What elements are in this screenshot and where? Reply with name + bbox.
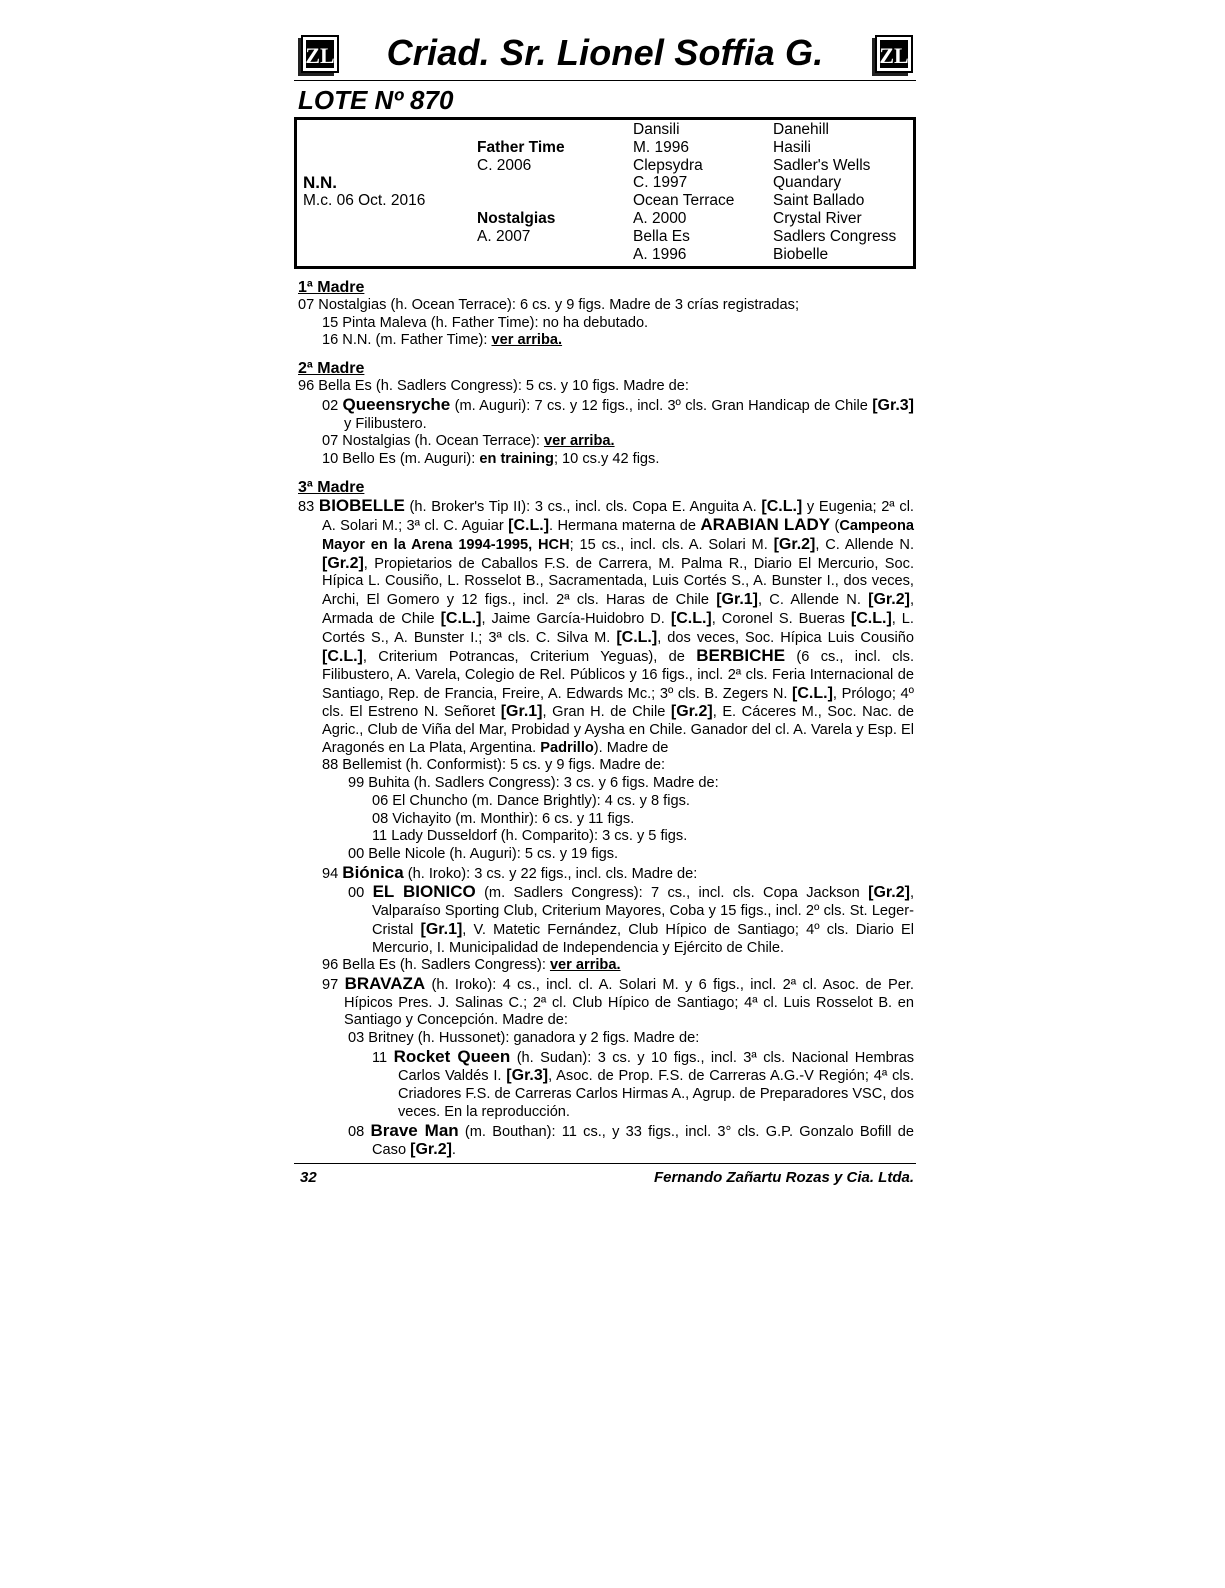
madre2-line: 10 Bello Es (m. Auguri): en training; 10 cs.y 42 figs. bbox=[322, 450, 660, 467]
great-grandparent: Danehill bbox=[773, 121, 830, 138]
grade-badge: [Gr.3] bbox=[872, 396, 914, 414]
madre3-line: 11 Lady Dusseldorf (h. Comparito): 3 cs. y 5 figs. bbox=[372, 828, 688, 845]
page-title: Criad. Sr. Lionel Soffia G. bbox=[386, 32, 824, 73]
pedigree-horse-column bbox=[303, 121, 425, 210]
grandparent-info: A. 2000 bbox=[633, 209, 687, 227]
dam-info: A. 2007 bbox=[477, 227, 531, 245]
madre1-line: 15 Pinta Maleva (h. Father Time): no ha debutado. bbox=[322, 314, 649, 331]
ver-arriba-link[interactable]: ver arriba. bbox=[491, 332, 563, 349]
page-number: 32 bbox=[300, 1169, 317, 1186]
horse-name: N.N. bbox=[303, 173, 337, 193]
horse-name-bold: Queensryche bbox=[342, 394, 451, 414]
section-title-madre1: 1ª Madre bbox=[298, 279, 365, 296]
zl-logo-icon bbox=[296, 34, 340, 78]
madre2-line: 07 Nostalgias (h. Ocean Terrace): ver arriba. bbox=[322, 433, 615, 450]
grandparent-name: Ocean Terrace bbox=[633, 192, 735, 210]
pedigree-table bbox=[294, 117, 916, 269]
madre3-line: 96 Bella Es (h. Sadlers Congress): ver arriba. bbox=[322, 957, 621, 974]
section-title-madre2: 2ª Madre bbox=[298, 360, 365, 378]
page-footer bbox=[294, 1163, 916, 1188]
pedigree-grandparents-column bbox=[633, 121, 734, 263]
madre3-line: 88 Bellemist (h. Conformist): 5 cs. y 9 figs. Madre de: bbox=[322, 757, 666, 774]
ver-arriba-link[interactable]: ver arriba. bbox=[549, 957, 621, 974]
sire-info: C. 2006 bbox=[477, 156, 532, 174]
horse-info: M.c. 06 Oct. 2016 bbox=[303, 192, 426, 210]
catalog-page bbox=[294, 30, 916, 1160]
grandparent-name: Dansili bbox=[633, 121, 680, 138]
sire-name: Father Time bbox=[477, 138, 565, 156]
madre3-line: 99 Buhita (h. Sadlers Congress): 3 cs. y 6 figs. Madre de: bbox=[348, 775, 719, 792]
great-grandparent: Quandary bbox=[773, 174, 842, 192]
madre2-line: 02 Queensryche (m. Auguri): 7 cs. y 12 figs., incl. 3º cls. Gran Handicap de Chile [Gr.3] y Filibustero. bbox=[322, 394, 914, 432]
great-grandparent: Crystal River bbox=[773, 209, 862, 227]
pedigree-great-grandparents-column bbox=[773, 121, 896, 263]
madre3-paragraph: 83 BIOBELLE (h. Broker's Tip II): 3 cs., incl. cls. Copa E. Anguita A. [C.L.] y Eugenia; 2ª cl. A. Solari M.; 3ª cl. C. Aguiar [C.L.]. Hermana materna de ARABIAN LADY (Campeona Mayor en la Arena 1994-1995, HCH; 15 cs., incl. cls. A. Solari M. [Gr.2], C. Allende N. [Gr.2], Propietarios de Caballos F.S. de Carrera, M. Palma R., Diario El Mercurio, Soc. Hípica L. Cousiño, L. Rosselot B., Sacramentada, Luis Cortés S., A. Bunster I., dos veces, Archi, El Gomero y 12 figs., incl. 2ª cls. Haras de Chile [Gr.1], C. Allende N. [Gr.2], Armada de Chile [C.L.], Jaime García-Huidobro D. [C.L.], Coronel S. Bueras [C.L.], L. Cortés S., A. Bunster I.; 3ª cls. C. Silva M. [C.L.], dos veces, Soc. Hípica Luis Cousiño [C.L.], Criterium Potrancas, Criterium Yeguas), de BERBICHE (6 cs., incl. cls. Filibustero, A. Varela, Colegio de Rel. Públicos y 16 figs., incl. 2ª cls. Feria Internacional de Santiago, Rep. de Francia, Freire, A. Edwards Mc.; 3º cls. B. Zegers N. [C.L.], Prólogo; 4º cls. El Estreno N. Señoret [Gr.1], Gran H. de Chile [Gr.2], E. Cáceres M., Soc. Nac. de Agric., Club de Viña del Mar, Probidad y Aysha en Chile. Ganador del cl. A. Varela y Esp. El Aragonés en La Plata, Argentina. Padrillo). Madre de bbox=[298, 495, 915, 756]
section-title-madre3: 3ª Madre bbox=[298, 478, 365, 496]
madre3-line: 97 BRAVAZA (h. Iroko): 4 cs., incl. cl. A. Solari M. y 6 figs., incl. 2ª cl. Asoc. de Per. Hípicos Pres. J. Salinas C.; 2ª cl. Club Hípico de Santiago; 4ª cl. Luis Rosselot B. en Santiago y Concepción. Madre de: bbox=[322, 973, 914, 1029]
ver-arriba-link[interactable]: ver arriba. bbox=[543, 433, 615, 450]
grandparent-name: Clepsydra bbox=[633, 156, 703, 174]
lot-number: LOTE Nº 870 bbox=[298, 85, 454, 115]
great-grandparent: Hasili bbox=[773, 138, 811, 156]
grandparent-info: A. 1996 bbox=[633, 245, 687, 263]
dam-name: Nostalgias bbox=[477, 209, 556, 227]
madre3-line: 03 Britney (h. Hussonet): ganadora y 2 figs. Madre de: bbox=[348, 1030, 700, 1047]
svg-text:ZL: ZL bbox=[305, 43, 335, 68]
great-grandparent: Sadler's Wells bbox=[773, 156, 871, 174]
madre3-line: 94 Biónica (h. Iroko): 3 cs. y 22 figs., incl. cls. Madre de: bbox=[322, 862, 698, 882]
madre1-line: 07 Nostalgias (h. Ocean Terrace): 6 cs. y 9 figs. Madre de 3 crías registradas; bbox=[298, 297, 800, 313]
grandparent-info: C. 1997 bbox=[633, 174, 688, 192]
madre3-line: 06 El Chuncho (m. Dance Brightly): 4 cs. y 8 figs. bbox=[372, 792, 690, 809]
madre2-line: 96 Bella Es (h. Sadlers Congress): 5 cs. y 10 figs. Madre de: bbox=[298, 378, 689, 395]
madre3-line: 08 Brave Man (m. Bouthan): 11 cs., y 33 figs., incl. 3° cls. G.P. Gonzalo Bofill de Caso [Gr.2]. bbox=[348, 1120, 914, 1159]
madre1-line: 16 N.N. (m. Father Time): ver arriba. bbox=[322, 332, 563, 349]
great-grandparent: Biobelle bbox=[773, 245, 829, 263]
madre3-line: 00 Belle Nicole (h. Auguri): 5 cs. y 19 figs. bbox=[348, 845, 619, 862]
madre3-line: 11 Rocket Queen (h. Sudan): 3 cs. y 10 figs., incl. 3ª cls. Nacional Hembras Carlos Valdés I. [Gr.3], Asoc. de Prop. F.S. de Carreras A.G.-V Región; 4ª cls. Criadores F.S. de Carreras Carlos Hirmas A., Agrup. de Preparadores VSC, dos veces. En la reproducción. bbox=[372, 1046, 914, 1120]
great-grandparent: Sadlers Congress bbox=[773, 227, 897, 245]
grandparent-info: M. 1996 bbox=[633, 138, 690, 156]
madre3-line: 00 EL BIONICO (m. Sadlers Congress): 7 cs., incl. cls. Copa Jackson [Gr.2], Valparaíso Sporting Club, Criterium Mayores, Coba y 15 figs., incl. 2º cls. St. Leger-Cristal [Gr.1], V. Matetic Fernández, Club Hípico de Santiago; 4º cls. Diario El Mercurio, I. Municipalidad de Independencia y Ejército de Chile. bbox=[348, 882, 914, 956]
company-name: Fernando Zañartu Rozas y Cia. Ltda. bbox=[653, 1169, 914, 1186]
pedigree-parents-column bbox=[477, 121, 565, 246]
great-grandparent: Saint Ballado bbox=[773, 192, 865, 210]
grandparent-name: Bella Es bbox=[633, 227, 690, 245]
page-header bbox=[294, 30, 916, 81]
madre3-line: 08 Vichayito (m. Monthir): 6 cs. y 11 figs. bbox=[372, 810, 635, 827]
svg-text:ZL: ZL bbox=[879, 43, 909, 68]
zl-logo-icon bbox=[870, 34, 914, 78]
